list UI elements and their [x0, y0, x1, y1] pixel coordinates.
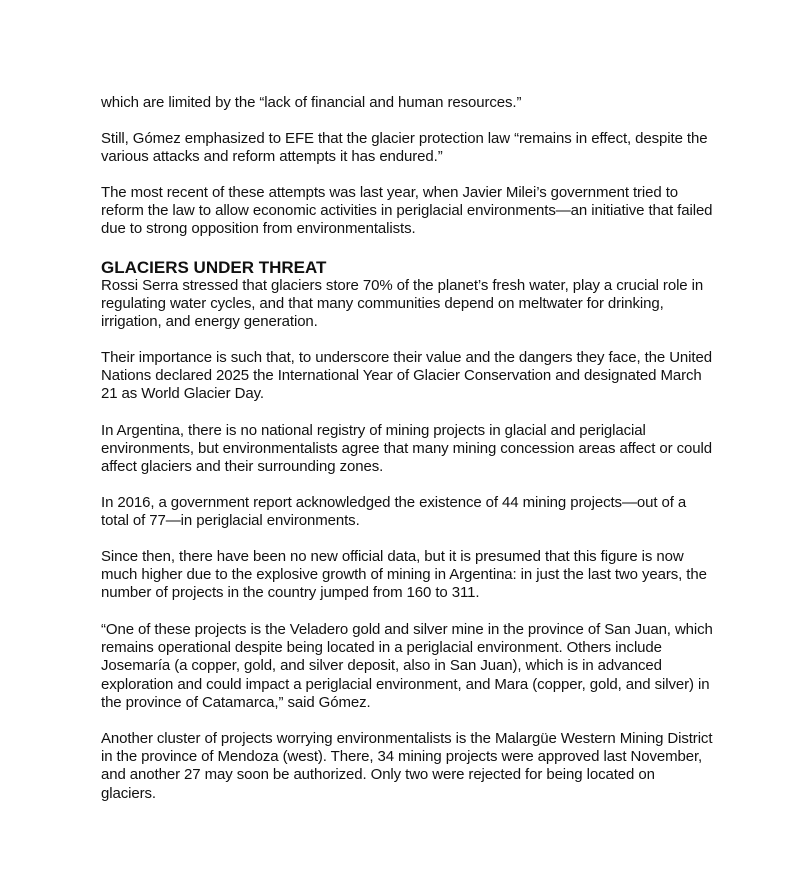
paragraph-un-declaration: Their importance is such that, to underscore their value and the dangers they face, the United Nations declared 2025 the International Year of Glacier Conservation and designated March 21 as World Glacier Day.: [101, 349, 712, 403]
paragraph-veladero-quote: “One of these projects is the Veladero gold and silver mine in the province of San Juan, which remains operational despite being located in a periglacial environment. Others include Josemaría (a copper, gold, and silver deposit, also in San Juan), which is in advanced exploration and could impact a periglacial environment, and Mara (copper, gold, and silver) in the province of Catamarca,” said Gómez.: [101, 621, 713, 711]
paragraph-law-in-effect: Still, Gómez emphasized to EFE that the glacier protection law “remains in effect, despite the various attacks and reform attempts it has endured.”: [101, 130, 708, 166]
paragraph-reform-attempt: The most recent of these attempts was last year, when Javier Milei’s government tried to reform the law to allow economic activities in periglacial environments—an initiative that failed due to strong opposition from environmentalists.: [101, 184, 713, 238]
paragraph-mining-growth: Since then, there have been no new official data, but it is presumed that this figure is now much higher due to the explosive growth of mining in Argentina: in just the last two years, the number of projects in the country jumped from 160 to 311.: [101, 548, 707, 602]
paragraph-glacier-importance: Rossi Serra stressed that glaciers store 70% of the planet’s fresh water, play a crucial role in regulating water cycles, and that many communities depend on meltwater for drinking, irrigation, and energy generation.: [101, 277, 704, 331]
section-heading: GLACIERS UNDER THREAT: [101, 258, 327, 277]
paragraph-financial-resources: which are limited by the “lack of financial and human resources.”: [101, 94, 522, 111]
paragraph-no-registry: In Argentina, there is no national registry of mining projects in glacial and periglacial environments, but environmentalists agree that many mining concession areas affect or could affect glaciers and their surrounding zones.: [101, 422, 712, 476]
paragraph-2016-report: In 2016, a government report acknowledged the existence of 44 mining projects—out of a total of 77—in periglacial environments.: [101, 494, 687, 530]
paragraph-malargue-district: Another cluster of projects worrying environmentalists is the Malargüe Western Mining District in the province of Mendoza (west). There, 34 mining projects were approved last November, and another 27 may soon be authorized. Only two were rejected for being located on glaciers.: [101, 730, 713, 802]
